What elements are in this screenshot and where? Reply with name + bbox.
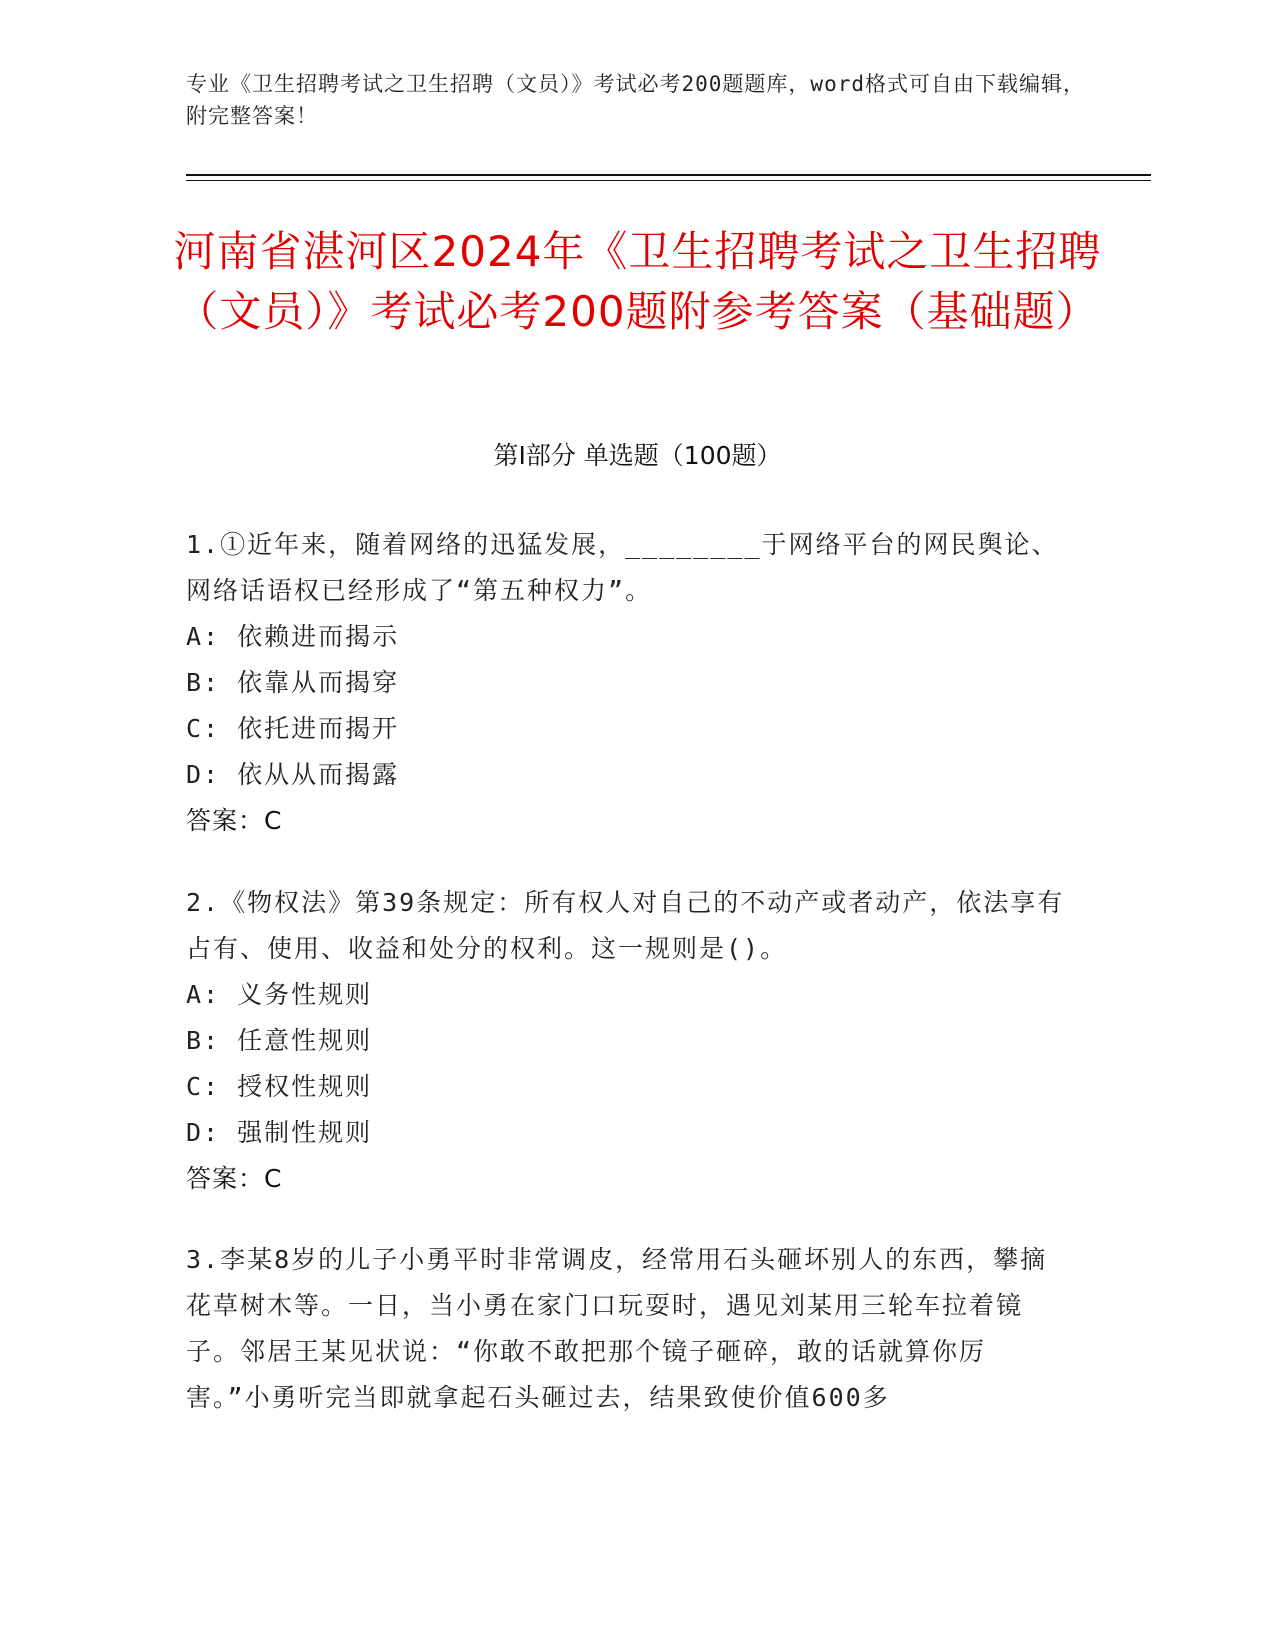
answer: 答案：C [186, 806, 283, 835]
answer: 答案：C [186, 1164, 283, 1193]
header-note: 专业《卫生招聘考试之卫生招聘（文员）》考试必考200题题库，word格式可自由下载编辑，附完整答案！ [186, 72, 1085, 128]
header-divider-thin [186, 180, 1151, 181]
header-divider-thick [186, 174, 1151, 176]
option-c: C: 授权性规则 [186, 1072, 373, 1101]
option-d: D: 依从从而揭露 [186, 760, 400, 789]
option-b: B: 任意性规则 [186, 1026, 373, 1055]
question-3 [186, 1237, 1066, 1421]
document-title: 河南省湛河区2024年《卫生招聘考试之卫生招聘（文员）》考试必考200题附参考答案（基础题） [173, 227, 1102, 336]
question-1 [186, 522, 1066, 844]
option-a: A: 依赖进而揭示 [186, 622, 400, 651]
option-c: C: 依托进而揭开 [186, 714, 400, 743]
question-2 [186, 880, 1066, 1202]
option-d: D: 强制性规则 [186, 1118, 373, 1147]
question-stem: 1.①近年来，随着网络的迅猛发展，________于网络平台的网民舆论、网络话语权已经形成了“第五种权力”。 [186, 530, 1059, 605]
section-title: 第I部分 单选题（100题） [493, 441, 782, 470]
option-b: B: 依靠从而揭穿 [186, 668, 400, 697]
question-stem: 3.李某8岁的儿子小勇平时非常调皮，经常用石头砸坏别人的东西，攀摘花草树木等。一日，当小勇在家门口玩耍时，遇见刘某用三轮车拉着镜子。邻居王某见状说：“你敢不敢把那个镜子砸碎，敢的话就算你厉害。”小勇听完当即就拿起石头砸过去，结果致使价值600多 [186, 1245, 1048, 1412]
option-a: A: 义务性规则 [186, 980, 373, 1009]
question-stem: 2.《物权法》第39条规定：所有权人对自己的不动产或者动产，依法享有占有、使用、收益和处分的权利。这一规则是()。 [186, 888, 1065, 963]
